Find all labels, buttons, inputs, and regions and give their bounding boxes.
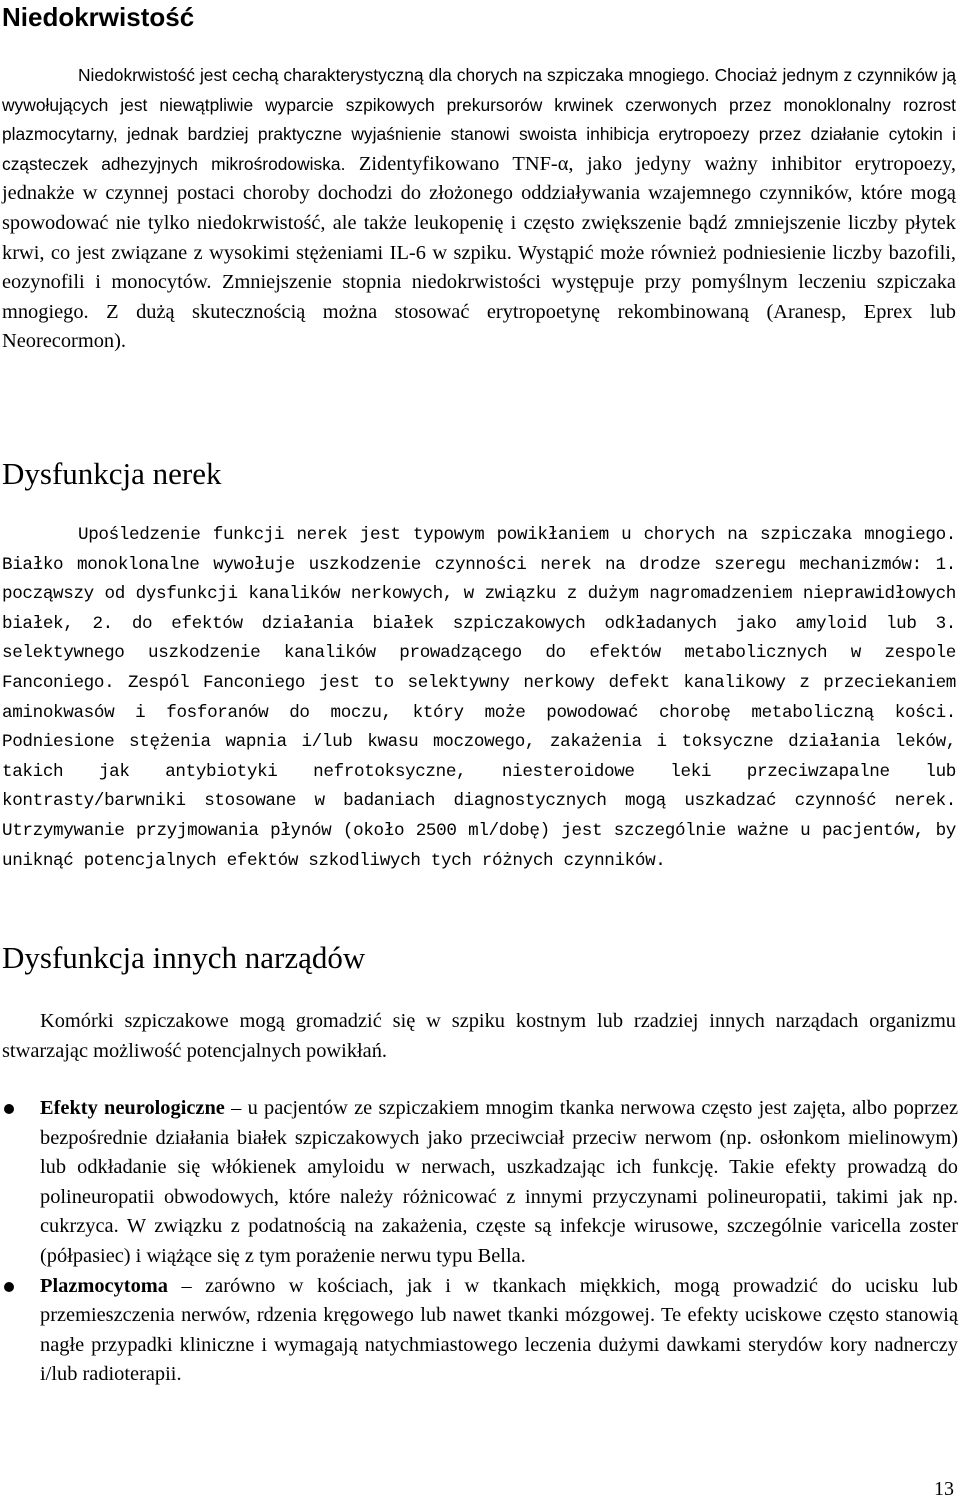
- bullet-text: – zarówno w kościach, jak i w tkankach miękkich, mogą prowadzić do ucisku lub przemieszczenia nerwów, rdzenia kręgowego lub nawet tkanki mózgowej. Te efekty uciskowe często stanowią nagłe przypadki kliniczne i wymagają natychmiastowego leczenia dużymi dawkami sterydów kory nadnerczy i/lub radioterapii.: [40, 1274, 958, 1386]
- bullet-text: – u pacjentów ze szpiczakiem mnogim tkanka nerwowa często jest zajęta, albo poprzez bezpośrednie działania białek szpiczakowych jako przeciwciał przeciw nerwom (np. osłonkom mielinowym) lub odkładanie się włókienek amyloidu w nerwach, uszkadzając ich funkcję. Takie efekty prowadzą do polineuropatii obwodowych, które należy różnicować z innymi przyczynami polineuropatii, takimi jak np. cukrzyca. W związku z podatnością na zakażenia, częste są infekcje wirusowe, szczególnie varicella zoster (półpasiec) i wiążące się z tym porażenie nerwu typu Bella.: [40, 1097, 958, 1267]
- paragraph-other-organs: Komórki szpiczakowe mogą gromadzić się w szpiku kostnym lub rzadziej innych narządach organizmu stwarzając możliwość potencjalnych powikłań.: [2, 1010, 956, 1062]
- paragraph-anemia-part1: Niedokrwistość jest cechą charakterystyczną dla chorych na szpiczaka mnogiego. Chociaż jednym z czynników ją wywołujących jest niewątpliwie wyparcie szpikowych prekursorów krwinek czerwonych przez monoklonalny rozrost plazmocytarny, jednak bardziej praktyczne wyjaśnienie stanowi swoista inhibicja erytropoezy przez działanie cytokin i cząsteczek adhezyjnych mikrośrodowiska.: [2, 65, 956, 174]
- bullet-item-plasmacytoma: [0, 1272, 958, 1390]
- section-title-kidney: Dysfunkcja nerek: [2, 456, 222, 491]
- section-title-other-organs: Dysfunkcja innych narządów: [2, 940, 366, 975]
- bullet-heading: Plazmocytoma: [40, 1274, 168, 1297]
- paragraph-anemia-part2: Zidentyfikowano TNF-α, jako jedyny ważny inhibitor erytropoezy, jednakże w czynnej postaci choroby dochodzi do złożonego oddziaływania wzajemnego czynników, które mogą spowodować nie tylko niedokrwistość, ale także leukopenię i często zwiększenie bądź zmniejszenie liczby płytek krwi, co jest związane z wysokimi stężeniami IL-6 w szpiku. Wystąpić może również podniesienie liczby bazofili, eozynofili i monocytów. Zmniejszenie stopnia niedokrwistości występuje przy pomyślnym leczeniu szpiczaka mnogiego. Z dużą skutecznością można stosować erytropoetynę rekombinowaną (Aranesp, Eprex lub Neorecormon).: [2, 152, 957, 353]
- paragraph-kidney: Upośledzenie funkcji nerek jest typowym powikłaniem u chorych na szpiczaka mnogiego. Białko monoklonalne wywołuje uszkodzenie czynności nerek na drodze szeregu mechanizmów: 1. począwszy od dysfunkcji kanalików nerkowych, w związku z dużym nagromadzeniem nieprawidłowych białek, 2. do efektów działania białek szpiczakowych odkładanych jako amyloid lub 3. selektywnego uszkodzenie kanalików prowadzącego do efektów metabolicznych w zespole Fanconiego. Zespól Fanconiego jest to selektywny nerkowy defekt kanalikowy z przeciekaniem aminokwasów i fosforanów do moczu, który może powodować chorobę metaboliczną kości. Podniesione stężenia wapnia i/lub kwasu moczowego, zakażenia i toksyczne działania leków, takich jak antybiotyki nefrotoksyczne, niesteroidowe leki przeciwzapalne lub kontrasty/barwniki stosowane w badaniach diagnostycznych mogą uszkadzać czynność nerek. Utrzymywanie przyjmowania płynów (około 2500 ml/dobę) jest szczególnie ważne u pacjentów, by uniknąć potencjalnych efektów szkodliwych tych różnych czynników.: [2, 525, 956, 871]
- bullet-icon: [4, 1104, 14, 1114]
- page-number: 13: [934, 1478, 954, 1500]
- paragraph-anemia: [2, 61, 956, 357]
- bullet-heading: Efekty neurologiczne: [40, 1097, 225, 1119]
- bullet-item-neurologic: [0, 1094, 958, 1272]
- bullet-list: [0, 1094, 958, 1390]
- bullet-icon: [4, 1282, 14, 1292]
- section-title-anemia: Niedokrwistość: [2, 2, 195, 32]
